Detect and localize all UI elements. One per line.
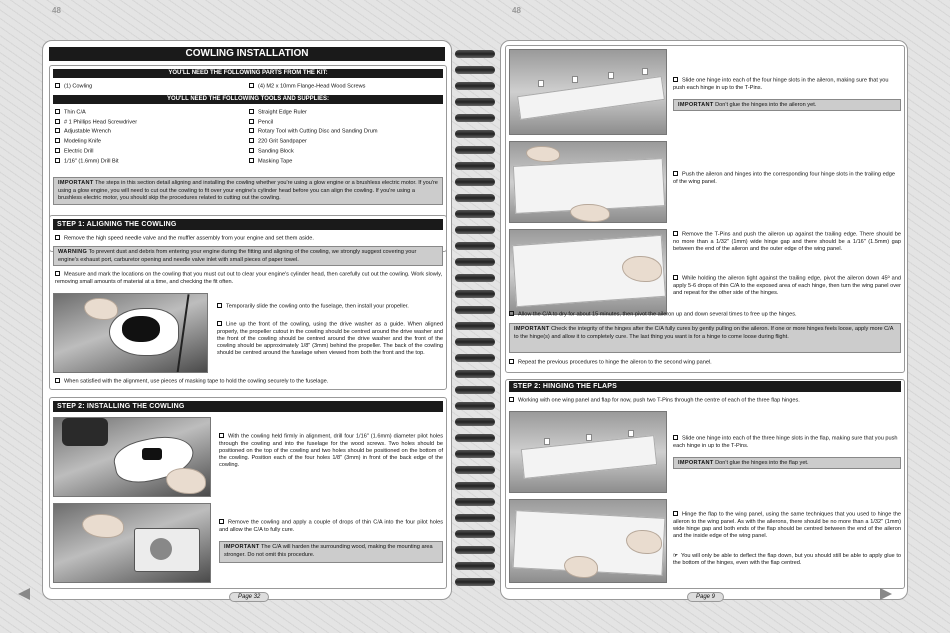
checkbox-icon[interactable] [55, 148, 60, 153]
binding-ring [455, 482, 495, 490]
flap-instruction-3: Hinge the flap to the wing panel, using the same techniques that you used to hinge the aileron to the wing panel. As with the ailerons, there should be no more than a 1/32" (1mm) wide hinge gap and both ends of the flap should be centred between the end of the aileron and the inside edge of the wing panel. [673, 511, 901, 540]
checkbox-icon[interactable] [55, 83, 60, 88]
binding-ring [455, 450, 495, 458]
binding-ring [455, 306, 495, 314]
step1-instruction-b: Measure and mark the locations on the cowling that you must cut out to clear your engine's cylinder head, then carefully cut out the cowling. Work slowly, removing small amounts of material at a time, and checking the fit often. [55, 271, 443, 285]
checkbox-icon[interactable] [673, 275, 678, 280]
flap-important: IMPORTANT Don't glue the hinges into the flap yet. [673, 457, 901, 469]
binding-ring [455, 546, 495, 554]
checkbox-icon[interactable] [55, 235, 60, 240]
binding-ring [455, 146, 495, 154]
step1-instruction-d: Line up the front of the cowling, using the drive washer as a guide. When aligned properly, the propeller cutout in the cowling should be centred around the drive washer and the front of the cowling should be centred around the drive washer and the front of the cowling should be approximately 1/8" (3mm) behind the propeller. The back of the cowling should be centred around the fuselage when viewed from both the front and the top. [217, 321, 443, 357]
glue-photo [53, 503, 211, 583]
tool-item: Modeling Knife [55, 138, 137, 146]
checkbox-icon[interactable] [249, 83, 254, 88]
aileron-instruction-6: Repeat the previous procedures to hinge the aileron to the second wing panel. [509, 359, 903, 367]
binding-ring [455, 530, 495, 538]
binding-ring [455, 178, 495, 186]
flap-instruction-2: Slide one hinge into each of the three hinge slots in the flap, making sure that you push each hinge in up to the T-Pins. [673, 435, 898, 449]
checkbox-icon[interactable] [673, 231, 678, 236]
flap-instruction-1: Working with one wing panel and flap for now, push two T-Pins through the centre of each of the three flap hinges. [509, 397, 903, 405]
tool-item: Rotary Tool with Cutting Disc and Sanding Drum [249, 128, 378, 136]
important-text: The steps in this section detail aligning and installing the cowling whether you're using a glow engine or a brushless electric motor. If you're using a glow engine, you will need to cut out the cowling to fit over your engine's cylinder head before you can align the cowling. If you're using a brushless electric motor, you should skip the procedures related to cutting out the cowling. [58, 180, 438, 202]
binding-ring [455, 274, 495, 282]
tool-item: 220 Grit Sandpaper [249, 138, 378, 146]
checkbox-icon[interactable] [249, 138, 254, 143]
parts-item-1: (1) Cowling [55, 83, 92, 91]
binding-ring [455, 242, 495, 250]
tool-item: 1/16" (1.6mm) Drill Bit [55, 158, 137, 166]
cowling-photo [53, 293, 208, 373]
checkbox-icon[interactable] [55, 378, 60, 383]
tools-col-2 [249, 109, 378, 165]
binding-ring [455, 402, 495, 410]
checkbox-icon[interactable] [673, 435, 678, 440]
warning-text: To prevent dust and debris from entering your engine during the fitting and aligning of the cowling, we strongly suggest covering your engine's exhaust port, carburetor opening and needle valve inlet with small pieces of paper towel. [58, 249, 417, 263]
left-page [42, 40, 452, 600]
important-note [53, 177, 443, 205]
binding-ring [455, 162, 495, 170]
checkbox-icon[interactable] [249, 158, 254, 163]
aileron-instruction-2: Push the aileron and hinges into the corresponding four hinge slots in the trailing edge of the wing panel. [673, 171, 896, 185]
tool-item: Thin C/A [55, 109, 137, 117]
binding-ring [455, 354, 495, 362]
binding-ring [455, 578, 495, 586]
step2-title: STEP 2: INSTALLING THE COWLING [53, 401, 443, 412]
binding-ring [455, 258, 495, 266]
warning-label: WARNING [58, 249, 88, 255]
checkbox-icon[interactable] [249, 119, 254, 124]
right-page [500, 40, 908, 600]
binding-ring [455, 130, 495, 138]
binding-ring [455, 434, 495, 442]
binding-ring [455, 386, 495, 394]
checkbox-icon[interactable] [55, 109, 60, 114]
aileron-slots-photo [509, 141, 667, 223]
left-corner-number: 48 [52, 6, 61, 15]
page-title: COWLING INSTALLATION [49, 47, 445, 61]
aileron-important-2: IMPORTANT Check the integrity of the hinges after the C/A fully cures by gently pulling on the aileron. If one or more hinges feels loose, apply more C/A to the hinge(s) and allow it to completely cure. The last thing you want is for a hinge to come loose during flight. [509, 323, 901, 353]
warning-note [53, 246, 443, 266]
binding-ring [455, 210, 495, 218]
checkbox-icon[interactable] [249, 109, 254, 114]
flap-instruction-4: ☞ You will only be able to deflect the flap down, but you should still be able to apply glue to the bottom of the hinges, even with the flap centred. [673, 553, 901, 567]
parts-header: YOU'LL NEED THE FOLLOWING PARTS FROM THE KIT: [53, 69, 443, 78]
binding-ring [455, 338, 495, 346]
drill-photo [53, 417, 211, 497]
tool-item: Adjustable Wrench [55, 128, 137, 136]
tool-item: Electric Drill [55, 148, 137, 156]
binding-ring [455, 194, 495, 202]
page-number: Page 9 [687, 592, 724, 602]
binding-ring [455, 82, 495, 90]
page-number: Page 32 [229, 592, 269, 602]
binding-ring [455, 514, 495, 522]
tool-item: Masking Tape [249, 158, 378, 166]
binding-ring [455, 114, 495, 122]
binding-ring [455, 418, 495, 426]
important2-text: The C/A will harden the surrounding wood, making the mounting area stronger. Do not omit this procedure. [224, 544, 433, 558]
flap-hinges-photo [509, 411, 667, 493]
checkbox-icon[interactable] [217, 303, 222, 308]
checkbox-icon[interactable] [509, 311, 514, 316]
tools-header: YOU'LL NEED THE FOLLOWING TOOLS AND SUPPLIES: [53, 95, 443, 104]
tools-col-1 [55, 109, 137, 165]
checkbox-icon[interactable] [249, 148, 254, 153]
right-corner-number: 48 [512, 6, 521, 15]
prev-arrow-icon[interactable] [18, 588, 30, 600]
aileron-instruction-3: Remove the T-Pins and push the aileron up against the trailing edge. There should be no more than a 1/32" (1mm) wide hinge gap and there should be a 1/16" (1.5mm) gap between the end of the aileron and the outer edge of the wing panel. [673, 231, 901, 252]
step1-instruction-a: Remove the high speed needle valve and the muffler assembly from your engine and set them aside. [55, 235, 443, 243]
step2-instruction-a: With the cowling held firmly in alignment, drill four 1/16" (1.6mm) diameter pilot holes through the cowling and into the fuselage for the wood screws. Two holes should be positioned on the top of the cowling and two holes should be positioned on the bottom of the cowling. Position each of the four holes 1/8" (3mm) in front of the back edge of the cowling. [219, 433, 443, 469]
important2-label: IMPORTANT [224, 544, 260, 550]
checkbox-icon[interactable] [509, 397, 514, 402]
aileron-gap-photo [509, 229, 667, 315]
step1-instruction-e: When satisfied with the alignment, use pieces of masking tape to hold the cowling securely to the fuselage. [55, 378, 443, 386]
important-label: IMPORTANT [58, 180, 94, 186]
aileron-instruction-1: Slide one hinge into each of the four hinge slots in the aileron, making sure that you push each hinge in up to the T-Pins. [673, 77, 889, 91]
aileron-hinges-photo [509, 49, 667, 135]
binding-ring [455, 66, 495, 74]
checkbox-icon[interactable] [217, 321, 222, 326]
hand-pointer-icon: ☞ [673, 553, 679, 559]
binding-ring [455, 290, 495, 298]
checkbox-icon[interactable] [673, 511, 678, 516]
binding-ring [455, 498, 495, 506]
tool-item: # 1 Phillips Head Screwdriver [55, 119, 137, 127]
checkbox-icon[interactable] [673, 77, 678, 82]
flaps-step-title: STEP 2: HINGING THE FLAPS [509, 381, 901, 392]
checkbox-icon[interactable] [55, 128, 60, 133]
binding-ring [455, 322, 495, 330]
binding-ring [455, 226, 495, 234]
checkbox-icon[interactable] [55, 158, 60, 163]
aileron-important-1: IMPORTANT Don't glue the hinges into the aileron yet. [673, 99, 901, 111]
binding-ring [455, 50, 495, 58]
tool-item: Sanding Block [249, 148, 378, 156]
binding-ring [455, 370, 495, 378]
binding-ring [455, 466, 495, 474]
checkbox-icon[interactable] [673, 171, 678, 176]
tool-item: Straight Edge Ruler [249, 109, 378, 117]
flap-wing-photo [509, 499, 667, 583]
checkbox-icon[interactable] [55, 138, 60, 143]
step1-instruction-c: Temporarily slide the cowling onto the fuselage, then install your propeller. [217, 303, 443, 311]
binding-ring [455, 98, 495, 106]
important2-note [219, 541, 443, 563]
checkbox-icon[interactable] [219, 519, 224, 524]
aileron-instruction-5: Allow the C/A to dry for about 15 minutes, then pivot the aileron up and down several times to free up the hinges. [509, 311, 903, 319]
checkbox-icon[interactable] [249, 128, 254, 133]
parts-item-2: (4) M2 x 10mm Flange-Head Wood Screws [249, 83, 365, 91]
checkbox-icon[interactable] [55, 271, 60, 276]
binding-ring [455, 562, 495, 570]
checkbox-icon[interactable] [509, 359, 514, 364]
tool-item: Pencil [249, 119, 378, 127]
step2-instruction-b: Remove the cowling and apply a couple of drops of thin C/A into the four pilot holes and allow the C/A to fully cure. [219, 519, 443, 533]
step1-title: STEP 1: ALIGNING THE COWLING [53, 219, 443, 230]
checkbox-icon[interactable] [55, 119, 60, 124]
checkbox-icon[interactable] [219, 433, 224, 438]
aileron-instruction-4: While holding the aileron tight against the trailing edge, pivot the aileron down 45º and apply 5-6 drops of thin C/A to the exposed area of each hinge, then turn the wing panel over and repeat for the other side of the hinges. [673, 275, 901, 296]
next-arrow-icon[interactable] [880, 588, 892, 600]
spiral-binding-icon [455, 50, 495, 595]
